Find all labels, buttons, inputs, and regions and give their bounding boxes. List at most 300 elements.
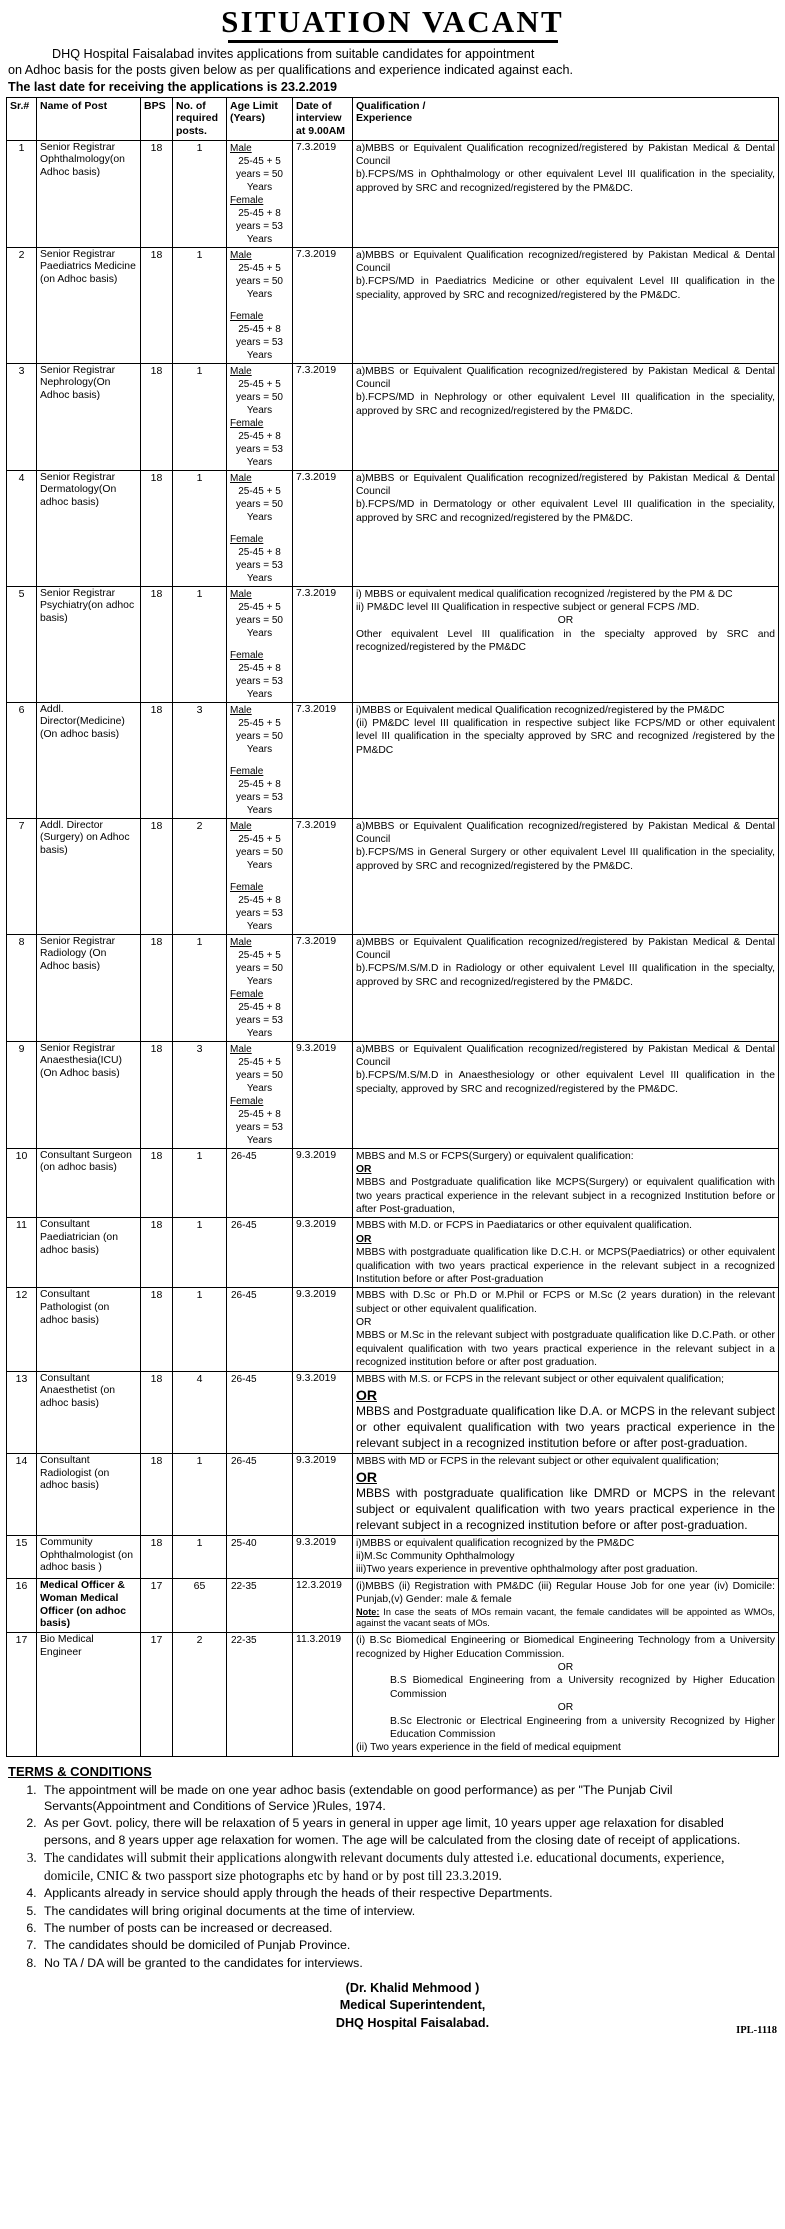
- age-female-line2: years = 53: [236, 220, 283, 232]
- qualification-line: OR: [356, 1163, 372, 1175]
- cell-age-limit: 25-40: [227, 1535, 293, 1578]
- age-spacer: [230, 301, 289, 310]
- intro-text-1: DHQ Hospital Faisalabad invites applications from suitable candidates for appointment: [52, 46, 535, 61]
- cell-interview-date: 9.3.2019: [293, 1371, 353, 1453]
- qualification-line: b).FCPS/MD in Nephrology or other equivalent Level III qualification in the speciality, approved by SRC and recognized/registered by the PM&DC.: [356, 392, 775, 417]
- cell-posts-count: 4: [173, 1371, 227, 1453]
- col-header-age: [227, 98, 293, 140]
- table-row: [7, 818, 779, 934]
- cell-serial: 8: [7, 934, 37, 1041]
- age-male-line2: years = 50: [236, 846, 283, 858]
- cell-age-limit: 26-45: [227, 1288, 293, 1371]
- cell-qualification: [353, 470, 779, 586]
- qualification-line: b).FCPS/MD in Dermatology or other equivalent Level III qualification in the speciality, approved by SRC and recognized/registered by the PM&DC.: [356, 499, 775, 524]
- cell-age-limit: [227, 140, 293, 247]
- cell-age-limit: 26-45: [227, 1371, 293, 1453]
- cell-serial: 4: [7, 470, 37, 586]
- col-header-date: [293, 98, 353, 140]
- cell-serial: 12: [7, 1288, 37, 1371]
- cell-serial: 5: [7, 586, 37, 702]
- intro-line-1: [8, 46, 777, 63]
- cell-posts-count: 1: [173, 1288, 227, 1371]
- cell-interview-date: 9.3.2019: [293, 1288, 353, 1371]
- qualification-line: b).FCPS/M.S/M.D in Radiology or other equivalent Level III qualification in the specialty, approved by SRC and recognized/registered by the PM&DC.: [356, 963, 775, 988]
- cell-post-name: Senior Registrar Anaesthesia(ICU) (On Adhoc basis): [37, 1041, 141, 1148]
- qualification-line: (ii) PM&DC level III qualification in respective subject like FCPS/MD or other equivalent level III qualification in the specialty approved by SRC and recognized /registered by the PM&DC: [356, 717, 775, 756]
- cell-post-name: Consultant Surgeon (on adhoc basis): [37, 1148, 141, 1218]
- qualification-line: MBBS with M.S. or FCPS in the relevant subject or other equivalent qualification;: [356, 1373, 725, 1385]
- cell-interview-date: 7.3.2019: [293, 247, 353, 363]
- age-male-line2: years = 50: [236, 730, 283, 742]
- age-male-line3: Years: [246, 288, 273, 300]
- qualification-line: i)MBBS or equivalent qualification recognized by the PM&DC: [356, 1537, 635, 1549]
- age-female-line2: years = 53: [236, 559, 283, 571]
- qualification-line: a)MBBS or Equivalent Qualification recognized/registered by Pakistan Medical & Dental Council: [356, 820, 775, 845]
- age-male-line1: 25-45 + 5: [238, 485, 281, 497]
- table-row: [7, 1633, 779, 1756]
- terms-list: [6, 1782, 773, 1971]
- cell-posts-count: 1: [173, 470, 227, 586]
- age-male-label: Male: [230, 588, 252, 600]
- intro-line-3: The last date for receiving the applications is 23.2.2019: [8, 79, 337, 94]
- age-female-line1: 25-45 + 8: [238, 662, 281, 674]
- col-header-sr: Sr.#: [7, 98, 37, 140]
- cell-post-name: Consultant Anaesthetist (on adhoc basis): [37, 1371, 141, 1453]
- age-female-label: Female: [230, 310, 264, 322]
- age-female-line2: years = 53: [236, 1014, 283, 1026]
- terms-item: 1. The appointment will be made on one year adhoc basis (extendable on good performance) as per "The Punjab Civil Servants(Appointment and Conditions of Service )Rules, 1974.: [40, 1782, 773, 1815]
- cell-post-name: Consultant Paediatrician (on adhoc basis): [37, 1218, 141, 1288]
- cell-posts-count: 3: [173, 702, 227, 818]
- age-female-line3: Years: [246, 233, 273, 245]
- age-female-label: Female: [230, 765, 264, 777]
- col-header-bps: BPS: [141, 98, 173, 140]
- cell-post-name: Senior Registrar Paediatrics Medicine (on Adhoc basis): [37, 247, 141, 363]
- cell-interview-date: 9.3.2019: [293, 1041, 353, 1148]
- age-female-line2: years = 53: [236, 675, 283, 687]
- age-male-line3: Years: [246, 404, 273, 416]
- table-row: [7, 1453, 779, 1535]
- intro-line-2: on Adhoc basis for the posts given below as per qualifications and experience indicated against each.: [8, 63, 573, 78]
- age-female-line3: Years: [246, 804, 273, 816]
- cell-posts-count: 2: [173, 818, 227, 934]
- reference-number: IPL-1118: [736, 2025, 777, 2037]
- age-female-label: Female: [230, 417, 264, 429]
- cell-serial: 16: [7, 1578, 37, 1633]
- age-female-line1: 25-45 + 8: [238, 546, 281, 558]
- cell-posts-count: 1: [173, 1535, 227, 1578]
- terms-item: 7. The candidates should be domiciled of Punjab Province.: [40, 1937, 773, 1953]
- age-male-line3: Years: [246, 511, 273, 523]
- cell-qualification: [353, 1535, 779, 1578]
- cell-posts-count: 1: [173, 1453, 227, 1535]
- age-female-line2: years = 53: [236, 336, 283, 348]
- cell-posts-count: 1: [173, 140, 227, 247]
- age-female-line1: 25-45 + 8: [238, 323, 281, 335]
- cell-interview-date: 7.3.2019: [293, 363, 353, 470]
- qualification-line: MBBS with D.Sc or Ph.D or M.Phil or FCPS or M.Sc (2 years duration) in the relevant subject or other equivalent qualification.: [356, 1290, 775, 1315]
- cell-age-limit: 26-45: [227, 1453, 293, 1535]
- qualification-line: OR: [356, 1468, 377, 1485]
- table-row: [7, 1535, 779, 1578]
- age-male-label: Male: [230, 249, 252, 261]
- age-female-line1: 25-45 + 8: [238, 430, 281, 442]
- table-row: [7, 363, 779, 470]
- terms-item: 2. As per Govt. policy, there will be relaxation of 5 years in general in upper age limit, 10 years upper age relaxation for disabled persons, and 8 years upper age relaxation for women. The age will be calculated from the closing date of receipt of applications.: [40, 1815, 773, 1848]
- cell-age-limit: [227, 818, 293, 934]
- table-row: [7, 1148, 779, 1218]
- qualification-line: B.Sc Electronic or Electrical Engineering from a university Recognized by Higher Education Commission: [390, 1715, 775, 1740]
- col-header-date-l2: interview: [296, 112, 342, 125]
- page-title: SITUATION VACANT: [221, 4, 564, 39]
- table-row: [7, 1218, 779, 1288]
- qualification-line: Other equivalent Level III qualification in the specialty approved by SRC and recognized/registered by the PM&DC: [356, 628, 775, 654]
- cell-age-limit: [227, 470, 293, 586]
- cell-bps: 18: [141, 1535, 173, 1578]
- cell-interview-date: 7.3.2019: [293, 140, 353, 247]
- age-female-label: Female: [230, 988, 264, 1000]
- cell-age-limit: [227, 247, 293, 363]
- age-female-label: Female: [230, 881, 264, 893]
- cell-serial: 3: [7, 363, 37, 470]
- age-female-line1: 25-45 + 8: [238, 1001, 281, 1013]
- age-male-line1: 25-45 + 5: [238, 717, 281, 729]
- qualification-line: ii) PM&DC level III Qualification in respective subject or general FCPS /MD.: [356, 601, 700, 613]
- cell-bps: 18: [141, 247, 173, 363]
- cell-qualification: [353, 934, 779, 1041]
- age-male-line1: 25-45 + 5: [238, 949, 281, 961]
- age-male-line1: 25-45 + 5: [238, 833, 281, 845]
- col-header-posts: [173, 98, 227, 140]
- qualification-line: (ii) Two years experience in the field of medical equipment: [356, 1742, 621, 1754]
- qualification-line: b).FCPS/MD in Paediatrics Medicine or other equivalent Level III qualification in the speciality, approved by SRC and recognized/registered by the PM&DC.: [356, 276, 775, 301]
- age-spacer: [230, 524, 289, 533]
- qualification-line: a)MBBS or Equivalent Qualification recognized/registered by Pakistan Medical & Dental Council: [356, 365, 775, 390]
- qualification-line: (i)MBBS (ii) Registration with PM&DC (iii) Regular House Job for one year (iv) Domicile: Punjab,(v) Gender: male & female: [356, 1580, 775, 1606]
- qualification-line: MBBS and Postgraduate qualification like MCPS(Surgery) or equivalent qualification with two years practical experience in the relevant subject in a recognized Institution before or after Post-graduation,: [356, 1177, 775, 1216]
- age-male-line1: 25-45 + 5: [238, 378, 281, 390]
- col-header-posts-l3: posts.: [176, 124, 207, 137]
- cell-bps: 18: [141, 934, 173, 1041]
- qualification-line: MBBS and Postgraduate qualification like D.A. or MCPS in the relevant subject or other equivalent qualification with two years practical experience in the relevant subject in a recognized institution before or after post-graduation.: [356, 1404, 775, 1450]
- cell-qualification: [353, 1453, 779, 1535]
- cell-serial: 1: [7, 140, 37, 247]
- qualification-line: iii)Two years experience in preventive ophthalmology after post graduation.: [356, 1564, 698, 1576]
- cell-posts-count: 1: [173, 247, 227, 363]
- age-spacer: [230, 756, 289, 765]
- qualification-note: Note: In case the seats of MOs remain vacant, the female candidates will be appointed as WMOs, against the vacant seats of MOs.: [356, 1606, 775, 1629]
- cell-post-name: Consultant Radiologist (on adhoc basis): [37, 1453, 141, 1535]
- col-header-posts-l1: No. of: [176, 100, 206, 113]
- cell-age-limit: [227, 363, 293, 470]
- qualification-line: ii)M.Sc Community Ophthalmology: [356, 1551, 515, 1563]
- qualification-line: (i) B.Sc Biomedical Engineering or Biomedical Engineering Technology from a University recognized by Higher Education Commission.: [356, 1635, 775, 1660]
- qualification-line: b).FCPS/M.S/M.D in Anaesthesiology or other equivalent Level III qualification in the specialty, approved by SRC and recognized/registered by the PM&DC.: [356, 1070, 775, 1095]
- cell-qualification: [353, 1633, 779, 1756]
- cell-post-name: Addl. Director(Medicine) (On adhoc basis): [37, 702, 141, 818]
- cell-age-limit: [227, 702, 293, 818]
- age-female-line1: 25-45 + 8: [238, 894, 281, 906]
- cell-serial: 17: [7, 1633, 37, 1756]
- qualification-line: a)MBBS or Equivalent Qualification recognized/registered by Pakistan Medical & Dental Council: [356, 249, 775, 274]
- cell-serial: 11: [7, 1218, 37, 1288]
- col-header-qual-l1: Qualification /: [356, 100, 426, 113]
- cell-posts-count: 1: [173, 934, 227, 1041]
- cell-bps: 18: [141, 1371, 173, 1453]
- cell-bps: 18: [141, 702, 173, 818]
- cell-posts-count: 1: [173, 586, 227, 702]
- age-female-line2: years = 53: [236, 1121, 283, 1133]
- cell-bps: 18: [141, 586, 173, 702]
- col-header-post: Name of Post: [37, 98, 141, 140]
- col-header-age-l1: Age Limit: [230, 100, 278, 113]
- cell-interview-date: 12.3.2019: [293, 1578, 353, 1633]
- table-row: [7, 1371, 779, 1453]
- qualification-line: MBBS with postgraduate qualification like D.C.H. or MCPS(Paediatrics) or other equivalent qualification with two years practical experience in the relevant subject in a recognized Institution before or after Post-graduation: [356, 1247, 775, 1285]
- age-female-line2: years = 53: [236, 443, 283, 455]
- cell-post-name: Consultant Pathologist (on adhoc basis): [37, 1288, 141, 1371]
- cell-age-limit: [227, 934, 293, 1041]
- cell-qualification: [353, 818, 779, 934]
- cell-bps: 18: [141, 1148, 173, 1218]
- age-spacer: [230, 640, 289, 649]
- cell-interview-date: 9.3.2019: [293, 1535, 353, 1578]
- col-header-qual-l2: Experience: [356, 112, 413, 125]
- cell-qualification: [353, 702, 779, 818]
- age-female-label: Female: [230, 194, 264, 206]
- age-male-label: Male: [230, 820, 252, 832]
- cell-serial: 13: [7, 1371, 37, 1453]
- age-male-line2: years = 50: [236, 275, 283, 287]
- qualification-line: OR: [356, 1386, 377, 1403]
- cell-qualification: [353, 1288, 779, 1371]
- qualification-line: OR: [557, 615, 574, 627]
- qualification-line: B.S Biomedical Engineering from a University recognized by Higher Education Commission: [390, 1675, 775, 1700]
- age-female-line3: Years: [246, 688, 273, 700]
- cell-age-limit: [227, 586, 293, 702]
- cell-bps: 18: [141, 140, 173, 247]
- qualification-line: MBBS with postgraduate qualification like DMRD or MCPS in the relevant subject or equivalent qualification with two years practical experience in the relevant subject in a recognized institution before or after post-graduation.: [356, 1486, 775, 1532]
- cell-posts-count: 1: [173, 363, 227, 470]
- cell-posts-count: 65: [173, 1578, 227, 1633]
- col-header-age-l2: (Years): [230, 112, 266, 125]
- cell-post-name: Community Ophthalmologist (on adhoc basis ): [37, 1535, 141, 1578]
- cell-posts-count: 1: [173, 1148, 227, 1218]
- signature-name: (Dr. Khalid Mehmood ): [345, 1980, 480, 1995]
- table-row: [7, 702, 779, 818]
- cell-serial: 7: [7, 818, 37, 934]
- cell-qualification: [353, 247, 779, 363]
- qualification-line: b).FCPS/MS in Ophthalmology or other equivalent Level III qualification in the speciality, approved by SRC and recognized/registered by the PM&DC.: [356, 169, 775, 194]
- age-female-label: Female: [230, 533, 264, 545]
- cell-qualification: [353, 1218, 779, 1288]
- age-male-label: Male: [230, 1043, 252, 1055]
- cell-posts-count: 3: [173, 1041, 227, 1148]
- age-male-line3: Years: [246, 859, 273, 871]
- cell-qualification: [353, 586, 779, 702]
- age-male-line3: Years: [246, 975, 273, 987]
- cell-age-limit: 22-35: [227, 1633, 293, 1756]
- terms-item: 5. The candidates will bring original documents at the time of interview.: [40, 1903, 773, 1919]
- age-male-line3: Years: [246, 743, 273, 755]
- age-female-line3: Years: [246, 349, 273, 361]
- cell-interview-date: 7.3.2019: [293, 586, 353, 702]
- cell-post-name: Bio Medical Engineer: [37, 1633, 141, 1756]
- age-male-label: Male: [230, 472, 252, 484]
- cell-bps: 18: [141, 1041, 173, 1148]
- age-male-line1: 25-45 + 5: [238, 601, 281, 613]
- qualification-line: OR: [356, 1317, 372, 1329]
- age-female-line3: Years: [246, 456, 273, 468]
- cell-serial: 10: [7, 1148, 37, 1218]
- cell-bps: 17: [141, 1633, 173, 1756]
- cell-bps: 18: [141, 1288, 173, 1371]
- terms-item: 8. No TA / DA will be granted to the candidates for interviews.: [40, 1955, 773, 1971]
- age-female-label: Female: [230, 649, 264, 661]
- qualification-line: a)MBBS or Equivalent Qualification recognized/registered by Pakistan Medical & Dental Council: [356, 142, 775, 167]
- age-male-line2: years = 50: [236, 1069, 283, 1081]
- terms-item: 4. Applicants already in service should apply through the heads of their respective Departments.: [40, 1885, 773, 1901]
- table-row: [7, 586, 779, 702]
- cell-bps: 17: [141, 1578, 173, 1633]
- note-label: Note:: [356, 1606, 380, 1617]
- cell-post-name: Senior Registrar Radiology (On Adhoc basis): [37, 934, 141, 1041]
- qualification-line: OR: [356, 1233, 372, 1245]
- cell-interview-date: 11.3.2019: [293, 1633, 353, 1756]
- age-female-line3: Years: [246, 1134, 273, 1146]
- cell-post-name: Senior Registrar Psychiatry(on adhoc basis): [37, 586, 141, 702]
- cell-serial: 15: [7, 1535, 37, 1578]
- cell-serial: 2: [7, 247, 37, 363]
- qualification-line: OR: [557, 1662, 574, 1674]
- age-female-line1: 25-45 + 8: [238, 778, 281, 790]
- cell-post-name: Medical Officer & Woman Medical Officer (on adhoc basis): [37, 1578, 141, 1633]
- cell-interview-date: 7.3.2019: [293, 818, 353, 934]
- table-row: [7, 1041, 779, 1148]
- cell-age-limit: [227, 1041, 293, 1148]
- posts-table: [6, 97, 779, 1756]
- age-female-label: Female: [230, 1095, 264, 1107]
- age-female-line2: years = 53: [236, 907, 283, 919]
- qualification-line: a)MBBS or Equivalent Qualification recognized/registered by Pakistan Medical & Dental Council: [356, 472, 775, 497]
- cell-qualification: [353, 363, 779, 470]
- cell-interview-date: 7.3.2019: [293, 702, 353, 818]
- cell-posts-count: 1: [173, 1218, 227, 1288]
- age-male-line3: Years: [246, 627, 273, 639]
- cell-post-name: Senior Registrar Ophthalmology(on Adhoc basis): [37, 140, 141, 247]
- qualification-line: i) MBBS or equivalent medical qualification recognized /registered by the PM & DC: [356, 588, 733, 600]
- terms-heading: TERMS & CONDITIONS: [8, 1763, 152, 1779]
- cell-age-limit: 22-35: [227, 1578, 293, 1633]
- table-row: [7, 247, 779, 363]
- age-female-line2: years = 53: [236, 791, 283, 803]
- age-female-line1: 25-45 + 8: [238, 1108, 281, 1120]
- age-male-label: Male: [230, 936, 252, 948]
- intro-paragraph: [8, 46, 777, 96]
- qualification-line: MBBS with MD or FCPS in the relevant subject or other equivalent qualification;: [356, 1455, 719, 1467]
- header-row: [7, 98, 779, 140]
- cell-qualification: [353, 1041, 779, 1148]
- signature-designation: Medical Superintendent,: [339, 1998, 486, 2013]
- cell-qualification: [353, 1578, 779, 1633]
- age-male-line2: years = 50: [236, 391, 283, 403]
- qualification-line: MBBS or M.Sc in the relevant subject with postgraduate qualification like D.C.Path. or other equivalent qualification with two years practical experience in the relevant subject in a recognized institution before or after post graduation.: [356, 1330, 775, 1369]
- age-male-line3: Years: [246, 181, 273, 193]
- col-header-date-l3: at 9.00AM: [296, 124, 346, 137]
- cell-age-limit: 26-45: [227, 1148, 293, 1218]
- age-male-line1: 25-45 + 5: [238, 1056, 281, 1068]
- age-female-line3: Years: [246, 920, 273, 932]
- cell-bps: 18: [141, 818, 173, 934]
- table-row: [7, 1288, 779, 1371]
- signature-block: [6, 1980, 779, 2032]
- cell-serial: 9: [7, 1041, 37, 1148]
- cell-bps: 18: [141, 1218, 173, 1288]
- age-male-line1: 25-45 + 5: [238, 155, 281, 167]
- age-female-line3: Years: [246, 1027, 273, 1039]
- cell-serial: 6: [7, 702, 37, 818]
- col-header-qualification: [353, 98, 779, 140]
- cell-interview-date: 9.3.2019: [293, 1148, 353, 1218]
- title-underline: [228, 40, 558, 43]
- qualification-line: OR: [557, 1702, 574, 1714]
- qualification-line: b).FCPS/MS in General Surgery or other equivalent Level III qualification in the speciality, approved by SRC and recognized/registered by the PM&DC.: [356, 847, 775, 872]
- qualification-line: MBBS and M.S or FCPS(Surgery) or equivalent qualification:: [356, 1150, 634, 1162]
- cell-interview-date: 7.3.2019: [293, 470, 353, 586]
- table-row: [7, 1578, 779, 1633]
- cell-posts-count: 2: [173, 1633, 227, 1756]
- qualification-line: i)MBBS or Equivalent medical Qualification recognized/registered by the PM&DC: [356, 704, 725, 716]
- table-row: [7, 934, 779, 1041]
- cell-qualification: [353, 1371, 779, 1453]
- col-header-posts-l2: required: [176, 112, 219, 125]
- cell-interview-date: 9.3.2019: [293, 1218, 353, 1288]
- age-male-line2: years = 50: [236, 614, 283, 626]
- age-spacer: [230, 872, 289, 881]
- col-header-date-l1: Date of: [296, 100, 332, 113]
- age-male-line2: years = 50: [236, 962, 283, 974]
- table-header: [7, 98, 779, 140]
- qualification-line: a)MBBS or Equivalent Qualification recognized/registered by Pakistan Medical & Dental Council: [356, 936, 775, 961]
- age-male-line1: 25-45 + 5: [238, 262, 281, 274]
- age-male-line3: Years: [246, 1082, 273, 1094]
- terms-item: 6. The number of posts can be increased or decreased.: [40, 1920, 773, 1936]
- qualification-line: a)MBBS or Equivalent Qualification recognized/registered by Pakistan Medical & Dental Council: [356, 1043, 775, 1068]
- age-male-label: Male: [230, 704, 252, 716]
- age-male-label: Male: [230, 365, 252, 377]
- table-body: [7, 140, 779, 1756]
- cell-qualification: [353, 1148, 779, 1218]
- cell-interview-date: 9.3.2019: [293, 1453, 353, 1535]
- cell-qualification: [353, 140, 779, 247]
- cell-bps: 18: [141, 363, 173, 470]
- signature-organization: DHQ Hospital Faisalabad.: [335, 2015, 490, 2030]
- age-male-line2: years = 50: [236, 498, 283, 510]
- age-male-label: Male: [230, 142, 252, 154]
- cell-post-name: Senior Registrar Dermatology(On adhoc basis): [37, 470, 141, 586]
- cell-interview-date: 7.3.2019: [293, 934, 353, 1041]
- cell-bps: 18: [141, 470, 173, 586]
- age-female-line1: 25-45 + 8: [238, 207, 281, 219]
- cell-post-name: Senior Registrar Nephrology(On Adhoc basis): [37, 363, 141, 470]
- cell-post-name: Addl. Director (Surgery) on Adhoc basis): [37, 818, 141, 934]
- cell-bps: 18: [141, 1453, 173, 1535]
- terms-item: 3. The candidates will submit their applications alongwith relevant documents duly attested i.e. educational documents, experience, domicile, CNIC & two passport size photographs etc by hand or by post till 23.3.2019.: [40, 1849, 773, 1884]
- cell-age-limit: 26-45: [227, 1218, 293, 1288]
- table-row: [7, 470, 779, 586]
- qualification-line: MBBS with M.D. or FCPS in Paediatarics or other equivalent qualification.: [356, 1220, 692, 1232]
- age-male-line2: years = 50: [236, 168, 283, 180]
